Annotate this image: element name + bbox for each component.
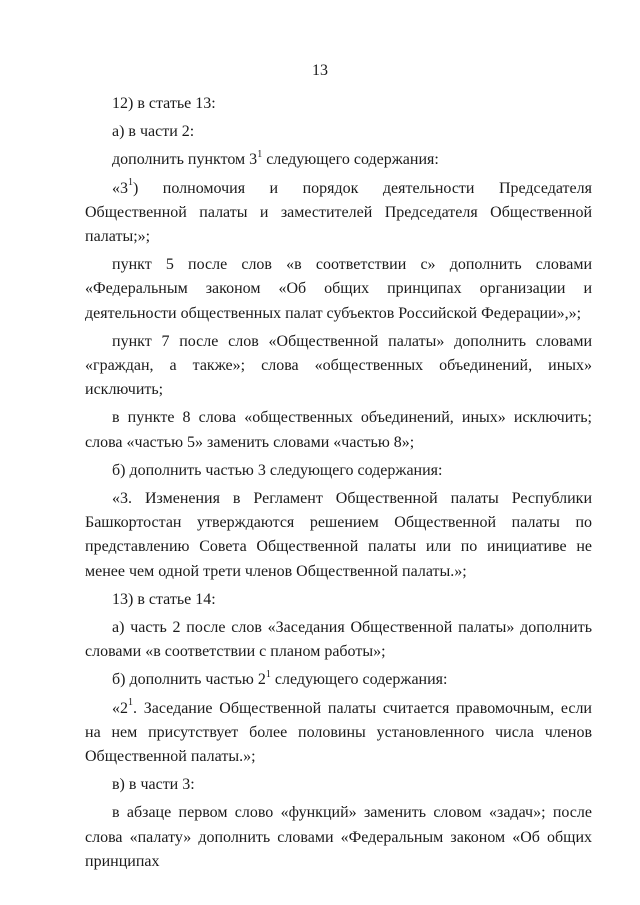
paragraph: «3. Изменения в Регламент Общественной палаты Республики Башкортостан утверждаются решением Общественной палаты по представлению Совета Общественной палаты или по инициативе не менее чем одной трети членов Общественной палаты.»;: [85, 490, 592, 580]
document-body: [85, 92, 592, 874]
paragraph: «$3^1$) полномочия и порядок деятельности Председателя Общественной палаты и заместителей Председателя Общественной палаты;»;: [85, 177, 592, 246]
paragraph: б) дополнить частью $2^1$ следующего содержания:: [112, 669, 448, 689]
paragraph: пункт 7 после слов «Общественной палаты» дополнить словами «граждан, а также»; слова «общественных объединений, иных» исключить;: [85, 332, 592, 399]
paragraph: в) в части 3:: [112, 776, 195, 794]
paragraph: дополнить пунктом $3^1$ следующего содержания:: [112, 149, 439, 169]
paragraph: б) дополнить частью 3 следующего содержания:: [112, 461, 443, 479]
page-number: 13: [312, 62, 328, 79]
paragraph: а) часть 2 после слов «Заседания Общественной палаты» дополнить словами «в соответствии с планом работы»;: [85, 619, 592, 661]
paragraph: в абзаце первом слово «функций» заменить словом «задач»; после слова «палату» дополнить словами «Федеральным законом «Об общих принципах: [85, 804, 592, 870]
paragraph: 13) в статье 14:: [112, 590, 216, 608]
paragraph: пункт 5 после слов «в соответствии с» дополнить словами «Федеральным законом «Об общих принципах организации и деятельности общественных палат субъектов Российской Федерации»,»;: [85, 256, 592, 322]
paragraph: «$2^1$. Заседание Общественной палаты считается правомочным, если на нем присутствует более половины установленного числа членов Общественной палаты.»;: [85, 697, 592, 766]
paragraph: 12) в статье 13:: [112, 95, 216, 112]
paragraph: в пункте 8 слова «общественных объединений, иных» исключить; слова «частью 5» заменить словами «частью 8»;: [85, 409, 592, 451]
paragraph: а) в части 2:: [112, 123, 195, 141]
